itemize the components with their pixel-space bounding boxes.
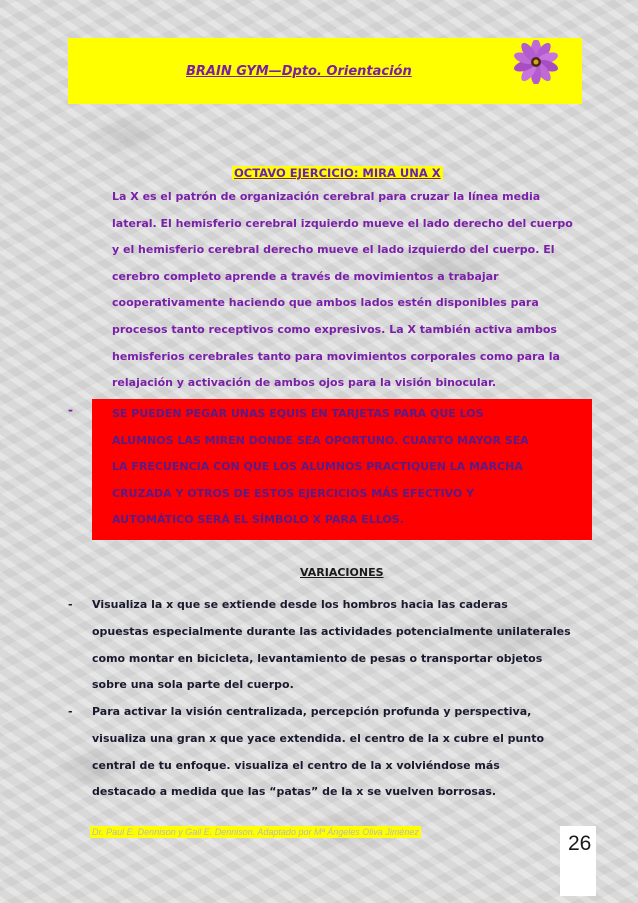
highlight-line: LA FRECUENCIA CON QUE LOS ALUMNOS PRACTIQUEN LA MARCHA: [112, 460, 523, 473]
paragraph-line: relajación y activación de ambos ojos para la visión binocular.: [112, 376, 497, 390]
page-header: [68, 38, 582, 104]
highlight-line: AUTOMÁTICO SERÁ EL SÍMBOLO X PARA ELLOS.: [112, 513, 404, 526]
variation-line: como montar en bicicleta, levantamiento de pesas o transportar objetos: [92, 651, 543, 665]
paragraph-line: hemisferios cerebrales tanto para movimientos corporales como para la: [112, 349, 560, 363]
paragraph-line: procesos tanto receptivos como expresivos. La X también activa ambos: [112, 322, 557, 336]
variation-line: central de tu enfoque. visualiza el centro de la x volviéndose más: [92, 758, 500, 772]
highlight-dash: -: [68, 403, 73, 417]
paragraph-line: La X es el patrón de organización cerebral para cruzar la línea media: [112, 190, 541, 203]
page-number: 26: [560, 826, 596, 896]
variation-item: [68, 699, 598, 806]
variation-line: visualiza una gran x que yace extendida. el centro de la x cubre el punto: [92, 731, 545, 745]
paragraph-line: cooperativamente haciendo que ambos lados estén disponibles para: [112, 296, 539, 310]
exercise-description: [112, 184, 592, 397]
highlight-line: SE PUEDEN PEGAR UNAS EQUIS EN TARJETAS PARA QUE LOS: [112, 407, 484, 420]
paragraph-line: cerebro completo aprende a través de movimientos a trabajar: [112, 269, 499, 283]
variation-item: [68, 592, 598, 699]
highlight-line: ALUMNOS LAS MIREN DONDE SEA OPORTUNO. CUANTO MAYOR SEA: [112, 433, 529, 447]
variation-line: opuestas especialmente durante las actividades potencialmente unilaterales: [92, 624, 571, 638]
highlight-line: CRUZADA Y OTROS DE ESTOS EJERCICIOS MÁS EFECTIVO Y: [112, 486, 475, 500]
purple-flower-icon: [512, 40, 560, 84]
footer-credit: Dr. Paul E. Dennison y Gail E. Dennison. Adaptado por Mª Ángeles Oliva Jiménez: [92, 827, 419, 837]
exercise-title: OCTAVO EJERCICIO: MIRA UNA X: [234, 166, 441, 180]
highlight-text: [112, 401, 592, 534]
variation-line: destacado a medida que las “patas” de la x se vuelven borrosas.: [92, 785, 497, 799]
header-title: BRAIN GYM—Dpto. Orientación: [186, 64, 412, 79]
bullet-dash: -: [68, 705, 73, 718]
bullet-dash: -: [68, 598, 73, 611]
variation-line: Para activar la visión centralizada, percepción profunda y perspectiva,: [92, 705, 532, 718]
variation-line: Visualiza la x que se extiende desde los hombros hacia las caderas: [92, 598, 508, 611]
variation-line: sobre una sola parte del cuerpo.: [92, 678, 294, 692]
variations-title: VARIACIONES: [300, 566, 384, 579]
paragraph-line: y el hemisferio cerebral derecho mueve el lado izquierdo del cuerpo. El: [112, 243, 555, 257]
paragraph-line: lateral. El hemisferio cerebral izquierdo mueve el lado derecho del cuerpo: [112, 216, 573, 230]
